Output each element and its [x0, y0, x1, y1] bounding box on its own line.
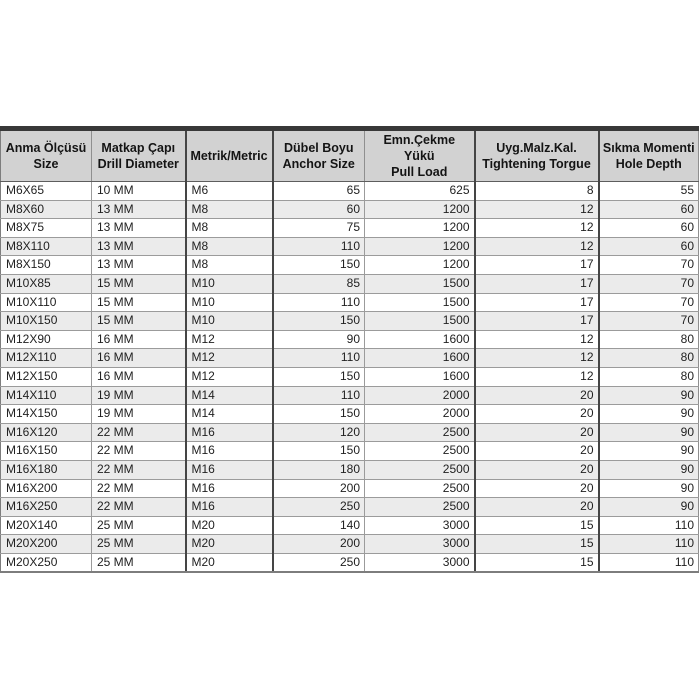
table-cell: 2500	[365, 498, 475, 517]
table-cell: 150	[273, 405, 365, 424]
table-cell: 140	[273, 516, 365, 535]
table-cell: 65	[273, 182, 365, 201]
table-cell: 80	[599, 349, 699, 368]
table-cell: 250	[273, 553, 365, 572]
table-cell: M16	[186, 442, 273, 461]
table-cell: 25 MM	[92, 553, 186, 572]
table-cell: M16	[186, 498, 273, 517]
table-cell: 12	[475, 200, 599, 219]
table-cell: 150	[273, 312, 365, 331]
table-cell: 13 MM	[92, 256, 186, 275]
table-row	[1, 200, 699, 219]
table-cell: 2000	[365, 386, 475, 405]
table-cell: 8	[475, 182, 599, 201]
table-cell: 1200	[365, 200, 475, 219]
column-header-line1: Sıkma Momenti	[602, 141, 695, 155]
table-row	[1, 237, 699, 256]
table-row	[1, 516, 699, 535]
table-cell: M8X150	[1, 256, 92, 275]
table-cell: 12	[475, 367, 599, 386]
table-cell: M8	[186, 256, 273, 275]
table-cell: 90	[599, 479, 699, 498]
table-cell: 60	[599, 219, 699, 238]
table-cell: 70	[599, 256, 699, 275]
table-cell: 1600	[365, 349, 475, 368]
table-cell: M8X60	[1, 200, 92, 219]
table-cell: M16X250	[1, 498, 92, 517]
table-cell: M10	[186, 312, 273, 331]
table-cell: 17	[475, 274, 599, 293]
table-cell: 55	[599, 182, 699, 201]
anchor-spec-table-wrap	[0, 126, 698, 573]
table-row	[1, 256, 699, 275]
table-cell: 2000	[365, 405, 475, 424]
table-row	[1, 553, 699, 572]
table-cell: 200	[273, 479, 365, 498]
table-cell: 20	[475, 460, 599, 479]
table-cell: 625	[365, 182, 475, 201]
column-header	[1, 129, 92, 182]
table-cell: 150	[273, 442, 365, 461]
header-row	[1, 129, 699, 182]
table-cell: 75	[273, 219, 365, 238]
column-header-line1: Uyg.Malz.Kal.	[496, 141, 577, 155]
table-header	[1, 129, 699, 182]
table-cell: 15 MM	[92, 293, 186, 312]
table-cell: 3000	[365, 553, 475, 572]
column-header-line2: Drill Diameter	[97, 157, 179, 171]
table-body	[1, 182, 699, 573]
table-row	[1, 405, 699, 424]
table-cell: 70	[599, 312, 699, 331]
table-cell: 19 MM	[92, 386, 186, 405]
table-row	[1, 219, 699, 238]
column-header	[92, 129, 186, 182]
table-cell: M10	[186, 274, 273, 293]
table-row	[1, 498, 699, 517]
table-cell: M10X85	[1, 274, 92, 293]
table-cell: 16 MM	[92, 367, 186, 386]
column-header	[475, 129, 599, 182]
table-cell: M10X110	[1, 293, 92, 312]
column-header-line1: Anma Ölçüsü	[5, 141, 87, 155]
table-cell: 19 MM	[92, 405, 186, 424]
table-row	[1, 367, 699, 386]
column-header	[273, 129, 365, 182]
column-header-line2: Pull Load	[391, 165, 448, 179]
table-cell: 15	[475, 516, 599, 535]
table-cell: 22 MM	[92, 423, 186, 442]
table-cell: 15 MM	[92, 274, 186, 293]
column-header	[186, 129, 273, 182]
table-cell: 3000	[365, 516, 475, 535]
table-cell: 12	[475, 219, 599, 238]
table-row	[1, 312, 699, 331]
table-cell: M12	[186, 367, 273, 386]
table-cell: 15	[475, 553, 599, 572]
table-cell: M16	[186, 460, 273, 479]
table-cell: 20	[475, 442, 599, 461]
table-cell: 180	[273, 460, 365, 479]
table-cell: 22 MM	[92, 442, 186, 461]
table-cell: M20X200	[1, 535, 92, 554]
table-cell: M20X140	[1, 516, 92, 535]
column-header-line1: Emn.Çekme Yükü	[383, 133, 456, 163]
table-row	[1, 479, 699, 498]
table-cell: 2500	[365, 442, 475, 461]
table-row	[1, 182, 699, 201]
table-cell: 13 MM	[92, 219, 186, 238]
table-row	[1, 330, 699, 349]
table-cell: 20	[475, 498, 599, 517]
table-cell: 60	[273, 200, 365, 219]
table-cell: 3000	[365, 535, 475, 554]
table-row	[1, 274, 699, 293]
table-cell: M14X150	[1, 405, 92, 424]
table-cell: 110	[273, 349, 365, 368]
table-cell: M12	[186, 330, 273, 349]
table-cell: M14	[186, 405, 273, 424]
table-cell: 1500	[365, 274, 475, 293]
column-header	[365, 129, 475, 182]
table-cell: 22 MM	[92, 479, 186, 498]
table-cell: 20	[475, 479, 599, 498]
table-cell: 1600	[365, 367, 475, 386]
table-cell: 12	[475, 330, 599, 349]
table-cell: 90	[599, 423, 699, 442]
table-cell: 12	[475, 237, 599, 256]
table-row	[1, 386, 699, 405]
table-cell: 80	[599, 330, 699, 349]
table-cell: 16 MM	[92, 349, 186, 368]
table-cell: M6	[186, 182, 273, 201]
table-cell: 200	[273, 535, 365, 554]
table-cell: 20	[475, 386, 599, 405]
column-header-line2: Tightening Torgue	[482, 157, 591, 171]
table-cell: 25 MM	[92, 535, 186, 554]
table-row	[1, 442, 699, 461]
table-cell: M14	[186, 386, 273, 405]
table-cell: M12X90	[1, 330, 92, 349]
table-row	[1, 535, 699, 554]
table-cell: 17	[475, 256, 599, 275]
table-cell: M20X250	[1, 553, 92, 572]
table-row	[1, 293, 699, 312]
table-cell: 25 MM	[92, 516, 186, 535]
column-header-line1: Matkap Çapı	[101, 141, 176, 155]
table-cell: 150	[273, 256, 365, 275]
table-cell: 2500	[365, 479, 475, 498]
table-cell: 1200	[365, 256, 475, 275]
table-cell: M16X120	[1, 423, 92, 442]
table-cell: 90	[599, 442, 699, 461]
column-header-line2: Hole Depth	[615, 157, 682, 171]
table-cell: 1600	[365, 330, 475, 349]
table-row	[1, 349, 699, 368]
table-cell: M10	[186, 293, 273, 312]
table-cell: 20	[475, 423, 599, 442]
table-cell: M6X65	[1, 182, 92, 201]
table-cell: 15	[475, 535, 599, 554]
table-cell: M8	[186, 200, 273, 219]
table-cell: 70	[599, 274, 699, 293]
table-cell: 1200	[365, 219, 475, 238]
table-cell: 12	[475, 349, 599, 368]
spec-table	[0, 126, 699, 573]
table-cell: 60	[599, 200, 699, 219]
table-cell: M14X110	[1, 386, 92, 405]
table-cell: 120	[273, 423, 365, 442]
table-cell: 90	[599, 460, 699, 479]
table-cell: M8	[186, 237, 273, 256]
table-cell: M16X150	[1, 442, 92, 461]
table-cell: 2500	[365, 460, 475, 479]
table-cell: 80	[599, 367, 699, 386]
table-cell: 22 MM	[92, 460, 186, 479]
table-cell: M20	[186, 553, 273, 572]
table-cell: 17	[475, 312, 599, 331]
table-cell: 90	[599, 405, 699, 424]
table-cell: 85	[273, 274, 365, 293]
table-cell: M16	[186, 423, 273, 442]
table-cell: 10 MM	[92, 182, 186, 201]
table-cell: M12	[186, 349, 273, 368]
table-cell: 90	[599, 498, 699, 517]
column-header	[599, 129, 699, 182]
table-cell: M12X150	[1, 367, 92, 386]
table-cell: 90	[599, 386, 699, 405]
table-cell: 20	[475, 405, 599, 424]
table-cell: M16X180	[1, 460, 92, 479]
table-cell: 2500	[365, 423, 475, 442]
table-cell: 13 MM	[92, 200, 186, 219]
table-cell: 16 MM	[92, 330, 186, 349]
column-header-line2: Anchor Size	[282, 157, 355, 171]
table-cell: 110	[273, 386, 365, 405]
table-row	[1, 423, 699, 442]
table-cell: 110	[273, 293, 365, 312]
table-cell: 17	[475, 293, 599, 312]
table-cell: M8	[186, 219, 273, 238]
table-row	[1, 460, 699, 479]
table-cell: 1200	[365, 237, 475, 256]
table-cell: M16	[186, 479, 273, 498]
column-header-line1: Metrik/Metric	[190, 149, 268, 163]
table-cell: 110	[599, 516, 699, 535]
table-cell: M16X200	[1, 479, 92, 498]
table-cell: 1500	[365, 293, 475, 312]
column-header-line1: Dübel Boyu	[284, 141, 354, 155]
table-cell: 110	[599, 535, 699, 554]
table-cell: 1500	[365, 312, 475, 331]
table-cell: 90	[273, 330, 365, 349]
table-cell: 250	[273, 498, 365, 517]
table-cell: 110	[273, 237, 365, 256]
table-cell: 70	[599, 293, 699, 312]
table-cell: M20	[186, 535, 273, 554]
table-cell: 13 MM	[92, 237, 186, 256]
table-cell: M12X110	[1, 349, 92, 368]
table-cell: M10X150	[1, 312, 92, 331]
table-cell: 110	[599, 553, 699, 572]
table-cell: 60	[599, 237, 699, 256]
table-cell: 22 MM	[92, 498, 186, 517]
table-cell: M8X75	[1, 219, 92, 238]
table-cell: M8X110	[1, 237, 92, 256]
column-header-line2: Size	[33, 157, 59, 171]
table-cell: M20	[186, 516, 273, 535]
table-cell: 15 MM	[92, 312, 186, 331]
table-cell: 150	[273, 367, 365, 386]
